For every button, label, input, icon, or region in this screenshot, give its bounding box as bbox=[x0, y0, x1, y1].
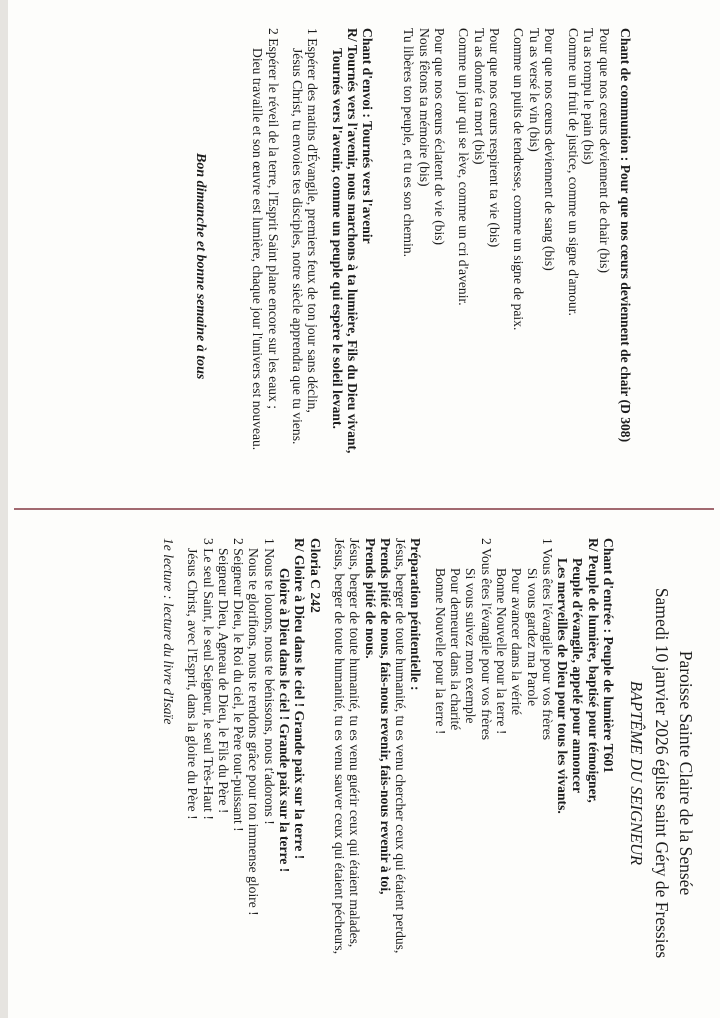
communion-hymn bbox=[401, 28, 633, 498]
page-edge bbox=[0, 0, 8, 1018]
sending-verse-line: Jésus Christ, tu envoies tes disciples, notre siècle apprendra que tu viens. bbox=[289, 48, 305, 445]
entrance-verse-line: Bonne Nouvelle pour la terre ! bbox=[493, 568, 509, 735]
parish-name: Paroisse Sainte Claire de la Sensée bbox=[676, 650, 696, 896]
sending-refrain-line: R/ Tournés vers l'avenir, nous marchons à ta lumière, Fils du Dieu vivant, bbox=[344, 28, 360, 454]
entrance-refrain-line: Les merveilles de Dieu pour tous les vivants. bbox=[555, 558, 571, 814]
closing-wish: Bon dimanche et bonne semaine à tous bbox=[193, 153, 209, 380]
communion-line: Tu as rompu le pain (bis) bbox=[581, 28, 597, 165]
fold-line bbox=[14, 508, 714, 510]
sending-heading: Chant d'envoi : Tournés vers l'avenir bbox=[360, 28, 376, 244]
entrance-verse-line: Pour avancer dans la vérité bbox=[509, 568, 525, 716]
gloria-heading: Gloria C 242 bbox=[307, 538, 323, 613]
communion-line: Comme un puits de tendresse, comme un signe de paix. bbox=[511, 28, 527, 331]
entrance-hymn bbox=[432, 538, 616, 1008]
communion-line: Nous fêtons ta mémoire (bis) bbox=[416, 28, 432, 187]
back-panel bbox=[193, 28, 720, 498]
date-location: Samedi 10 janvier 2026 église saint Géry de Fressies bbox=[652, 587, 672, 959]
penitential-line: Jésus, berger de toute humanité, tu es venu chercher ceux qui étaient perdus, bbox=[393, 538, 409, 954]
communion-line: Tu as donné ta mort (bis) bbox=[471, 28, 487, 165]
entrance-verse-line: Si vous gardez ma Parole bbox=[524, 568, 540, 707]
gloria bbox=[185, 538, 323, 1008]
entrance-verse-line: 2 Vous êtes l'évangile pour vos frères bbox=[478, 538, 494, 741]
penitential-line: Jésus, berger de toute humanité, tu es venu sauver ceux qui étaient pécheurs, bbox=[331, 538, 347, 955]
communion-line: Pour que nos cœurs deviennent de sang (bis) bbox=[541, 28, 557, 271]
gloria-verse-line: Jésus Christ, avec l'Esprit, dans la gloire du Père ! bbox=[185, 548, 201, 820]
gloria-verse-line: 3 Le seul Saint, le seul Seigneur, le seul Très-Haut ! bbox=[200, 538, 216, 820]
communion-line: Comme un jour qui se lève, comme un cri d'avenir. bbox=[456, 28, 472, 306]
gloria-verse-line: 2 Seigneur Dieu, le Roi du ciel, le Père tout-puissant ! bbox=[231, 538, 247, 832]
front-panel bbox=[161, 538, 720, 1008]
communion-line: Pour que nos cœurs deviennent de chair (bis) bbox=[596, 28, 612, 273]
entrance-verse-line: Pour demeurer dans la charité bbox=[448, 568, 464, 731]
penitential-rite bbox=[332, 538, 424, 1008]
entrance-heading: Chant d'entrée : Peuple de lumière T601 bbox=[601, 538, 616, 774]
penitential-line: Jésus, berger de toute humanité, tu es venu guérir ceux qui étaient malades, bbox=[347, 538, 363, 948]
penitential-response: Prends pitié de nous. bbox=[362, 538, 378, 659]
feast-title: BAPTÊME DU SEIGNEUR bbox=[627, 680, 646, 866]
communion-line: Tu libères ton peuple, et tu es son chemin. bbox=[401, 28, 417, 258]
sending-verse-line: 1 Espérer des matins d'Évangile, premiers feux de ton jour sans déclin, bbox=[305, 28, 321, 413]
gloria-verse-line: Nous te glorifions, nous te rendons grâce pour ton immense gloire ! bbox=[246, 548, 262, 916]
communion-line: Comme un fruit de justice, comme un signe d'amour. bbox=[566, 28, 582, 316]
entrance-verse-line: 1 Vous êtes l'évangile pour vos frères bbox=[539, 538, 555, 741]
sending-hymn bbox=[250, 28, 375, 498]
communion-line: Tu as versé le vin (bis) bbox=[526, 28, 542, 152]
communion-line: Pour que nos cœurs respirent ta vie (bis) bbox=[486, 28, 502, 248]
sending-verse-line: Dieu travaille et son œuvre est lumière, chaque jour l'univers est nouveau. bbox=[250, 48, 266, 451]
sending-refrain-line: Tournés vers l'avenir, comme un peuple qui espère le soleil levant. bbox=[329, 48, 345, 429]
entrance-verse-line: Si vous suivez mon exemple bbox=[463, 568, 479, 724]
entrance-verse-line: Bonne Nouvelle pour la terre ! bbox=[432, 568, 448, 735]
penitential-response: Prends pitié de nous, fais-nous revenir, fais-nous revenir à toi, bbox=[377, 538, 393, 895]
first-reading: 1e lecture : lecture du livre d'Isaïe bbox=[160, 538, 176, 725]
entrance-refrain-line: R/ Peuple de lumière, baptisé pour témoigner, bbox=[585, 538, 601, 803]
penitential-heading: Préparation pénitentielle : bbox=[408, 538, 424, 691]
communion-line: Pour que nos cœurs éclatent de vie (bis) bbox=[432, 28, 448, 246]
gloria-refrain-line: R/ Gloire à Dieu dans le ciel ! Grande paix sur la terre ! bbox=[292, 538, 308, 860]
entrance-refrain-line: Peuple d'évangile, appelé pour annoncer bbox=[570, 558, 586, 794]
gloria-verse-line: Seigneur Dieu, Agneau de Dieu, le Fils du Père ! bbox=[215, 548, 231, 814]
communion-heading: Chant de communion : Pour que nos cœurs deviennent de chair (D 308) bbox=[618, 28, 633, 443]
gloria-verse-line: 1 Nous te louons, nous te bénissons, nous t'adorons ! bbox=[261, 538, 277, 825]
sending-verse-line: 2 Espérer le réveil de la terre, l'Esprit Saint plane encore sur les eaux ; bbox=[265, 28, 281, 410]
gloria-refrain-line: Gloire à Dieu dans le ciel ! Grande paix sur la terre ! bbox=[277, 568, 293, 873]
